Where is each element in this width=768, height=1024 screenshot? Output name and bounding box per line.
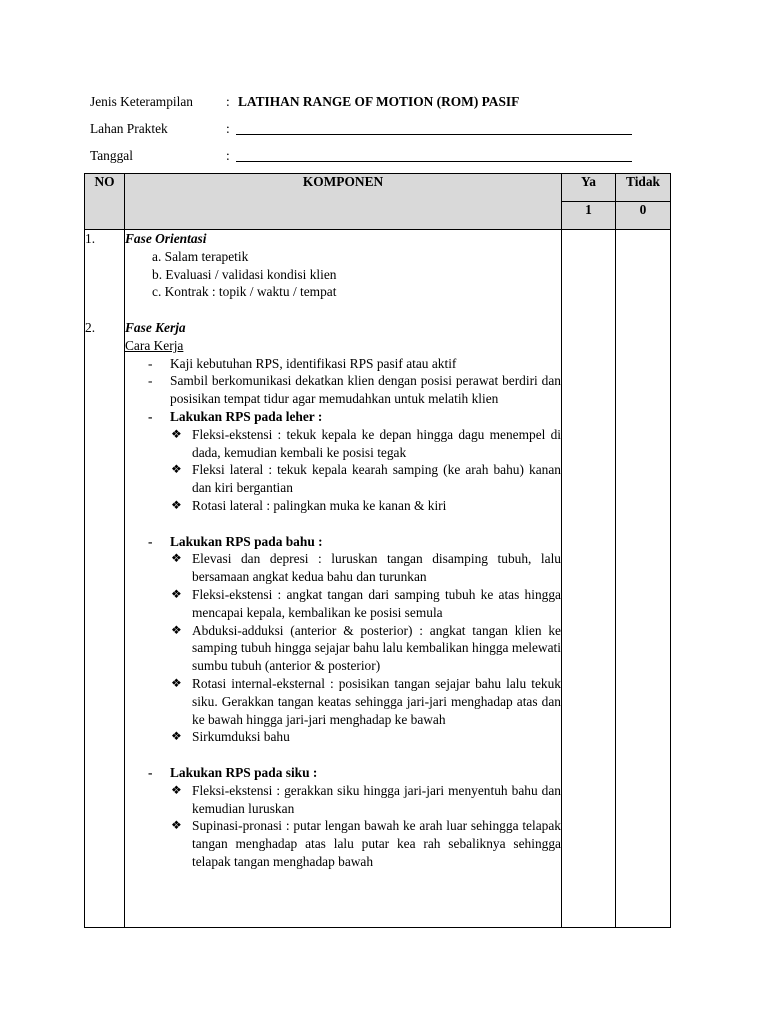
- work-step: - Sambil berkomunikasi dekatkan klien dengan posisi perawat berdiri dan posisikan tempat tidur agar memudahkan untuk melatih klien: [125, 372, 561, 408]
- skill-value: LATIHAN RANGE OF MOTION (ROM) PASIF: [238, 94, 520, 109]
- elbow-item: ❖ Supinasi-pronasi : putar lengan bawah ke arah luar sehingga telapak tangan menghadap atas lalu putar kea rah sebaliknya sehingga telapak tangan menghadap bawah: [125, 817, 561, 870]
- header-component: KOMPONEN: [125, 174, 562, 230]
- orientation-item: b. Evaluasi / validasi kondisi klien: [152, 266, 337, 282]
- date-label: Tanggal: [90, 148, 133, 163]
- shoulder-item: ❖ Abduksi-adduksi (anterior & posterior) : angkat tangan klien ke samping tubuh hingga sejajar bahu lalu kembalikan hingga melewati sumbu tubuh (anterior & posterior): [125, 622, 561, 675]
- no-score: 0: [616, 202, 671, 230]
- neck-item: ❖ Fleksi-ekstensi : tekuk kepala ke depan hingga dagu menempel di dada, kemudian kembali ke posisi tegak: [125, 426, 561, 462]
- header-no: NO: [85, 174, 125, 230]
- colon: :: [226, 94, 230, 109]
- neck-item: ❖ Fleksi lateral : tekuk kepala kearah samping (ke arah bahu) kanan dan kiri bergantian: [125, 461, 561, 497]
- shoulder-item: ❖ Elevasi dan depresi : luruskan tangan disamping tubuh, lalu bersamaan angkat kedua bahu dan turunkan: [125, 550, 561, 586]
- yes-checkbox-cell[interactable]: [562, 230, 616, 928]
- orientation-item: a. Salam terapetik: [152, 248, 249, 264]
- header-yes: Ya: [562, 174, 616, 202]
- no-checkbox-cell[interactable]: [616, 230, 671, 928]
- shoulder-item: ❖ Fleksi-ekstensi : angkat tangan dari samping tubuh ke atas hingga mencapai kepala, kembalikan ke posisi semula: [125, 586, 561, 622]
- section-1-number: 1.: [85, 231, 96, 246]
- skill-label: Jenis Keterampilan: [90, 94, 193, 109]
- work-step: - Kaji kebutuhan RPS, identifikasi RPS pasif atau aktif: [125, 355, 561, 373]
- component-column: [125, 230, 562, 928]
- date-blank-line: [236, 161, 632, 162]
- checklist-table: [84, 173, 671, 928]
- colon: :: [226, 148, 230, 163]
- section-2-title: Fase Kerja: [125, 319, 186, 335]
- section-2-number: 2.: [85, 320, 96, 335]
- place-blank-line: [236, 134, 632, 135]
- header-no-score: Tidak: [616, 174, 671, 202]
- yes-score: 1: [562, 202, 616, 230]
- elbow-heading: - Lakukan RPS pada siku :: [125, 764, 561, 782]
- elbow-item: ❖ Fleksi-ekstensi : gerakkan siku hingga jari-jari menyentuh bahu dan kemudian luruskan: [125, 782, 561, 818]
- neck-heading: - Lakukan RPS pada leher :: [125, 408, 561, 426]
- neck-item: ❖ Rotasi lateral : palingkan muka ke kanan & kiri: [125, 497, 561, 515]
- number-column: [85, 230, 125, 928]
- shoulder-item: ❖ Rotasi internal-eksternal : posisikan tangan sejajar bahu lalu tekuk siku. Gerakkan tangan keatas sehingga jari-jari menghadap atas dan ke bawah hingga jari-jari menghadap ke bawah: [125, 675, 561, 728]
- section-1-title: Fase Orientasi: [125, 231, 207, 246]
- shoulder-heading: - Lakukan RPS pada bahu :: [125, 533, 561, 551]
- shoulder-item: ❖ Sirkumduksi bahu: [125, 728, 561, 746]
- orientation-item: c. Kontrak : topik / waktu / tempat: [152, 284, 337, 300]
- section-2-subtitle: Cara Kerja: [125, 337, 184, 353]
- colon: :: [226, 121, 230, 136]
- place-label: Lahan Praktek: [90, 121, 168, 136]
